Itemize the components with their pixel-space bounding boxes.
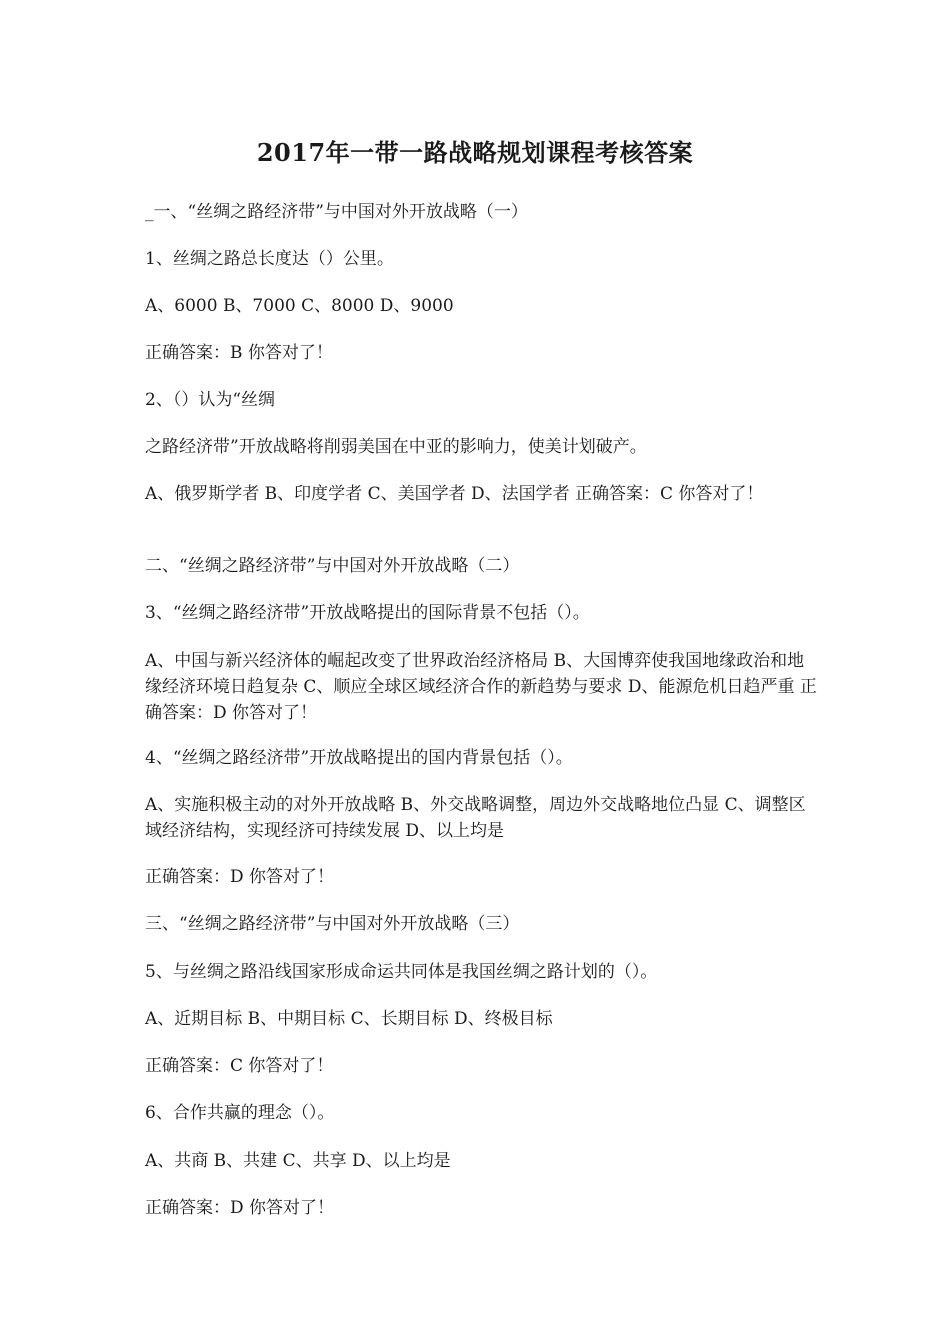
question-4: 4、“丝绸之路经济带”开放战略提出的国内背景包括（）。 — [145, 748, 573, 768]
question-4-answer: 正确答案：D 你答对了！ — [145, 867, 335, 887]
question-1-answer: 正确答案：B 你答对了！ — [145, 343, 333, 363]
document-title: 2017年一带一路战略规划课程考核答案 — [256, 138, 694, 167]
question-2-options-answer: A、俄罗斯学者 B、印度学者 C、美国学者 D、法国学者 正确答案：C 你答对了！ — [145, 484, 764, 504]
question-6-options: A、共商 B、共建 C、共享 D、以上均是 — [145, 1151, 451, 1171]
section-heading-1: _一、“丝绸之路经济带”与中国对外开放战略（一） — [145, 202, 528, 222]
question-1: 1、丝绸之路总长度达（）公里。 — [145, 249, 394, 269]
question-2-start: 2、（）认为“丝绸 — [145, 390, 276, 410]
question-6-answer: 正确答案：D 你答对了！ — [145, 1198, 335, 1218]
question-5: 5、与丝绸之路沿线国家形成命运共同体是我国丝绸之路计划的（）。 — [145, 962, 658, 982]
question-5-answer: 正确答案：C 你答对了！ — [145, 1056, 334, 1076]
question-3-options-answer: A、中国与新兴经济体的崛起改变了世界政治经济格局 B、大国博弈使我国地缘政治和地缘经济环境日趋复杂 C、顺应全球区域经济合作的新趋势与要求 D、能源危机日趋严重 正确答案：D 你答对了！ — [145, 651, 817, 723]
question-1-options: A、6000 B、7000 C、8000 D、9000 — [145, 296, 454, 316]
question-3: 3、“丝绸之路经济带”开放战略提出的国际背景不包括（）。 — [145, 603, 590, 623]
question-6: 6、合作共赢的理念（）。 — [145, 1103, 335, 1123]
section-heading-3: 三、“丝绸之路经济带”与中国对外开放战略（三） — [145, 914, 520, 934]
question-4-options: A、实施积极主动的对外开放战略 B、外交战略调整，周边外交战略地位凸显 C、调整区域经济结构，实现经济可持续发展 D、以上均是 — [145, 795, 806, 841]
section-heading-2: 二、“丝绸之路经济带”与中国对外开放战略（二） — [145, 556, 520, 576]
question-5-options: A、近期目标 B、中期目标 C、长期目标 D、终极目标 — [145, 1009, 553, 1029]
question-2-continued: 之路经济带”开放战略将削弱美国在中亚的影响力，使美计划破产。 — [145, 437, 647, 457]
